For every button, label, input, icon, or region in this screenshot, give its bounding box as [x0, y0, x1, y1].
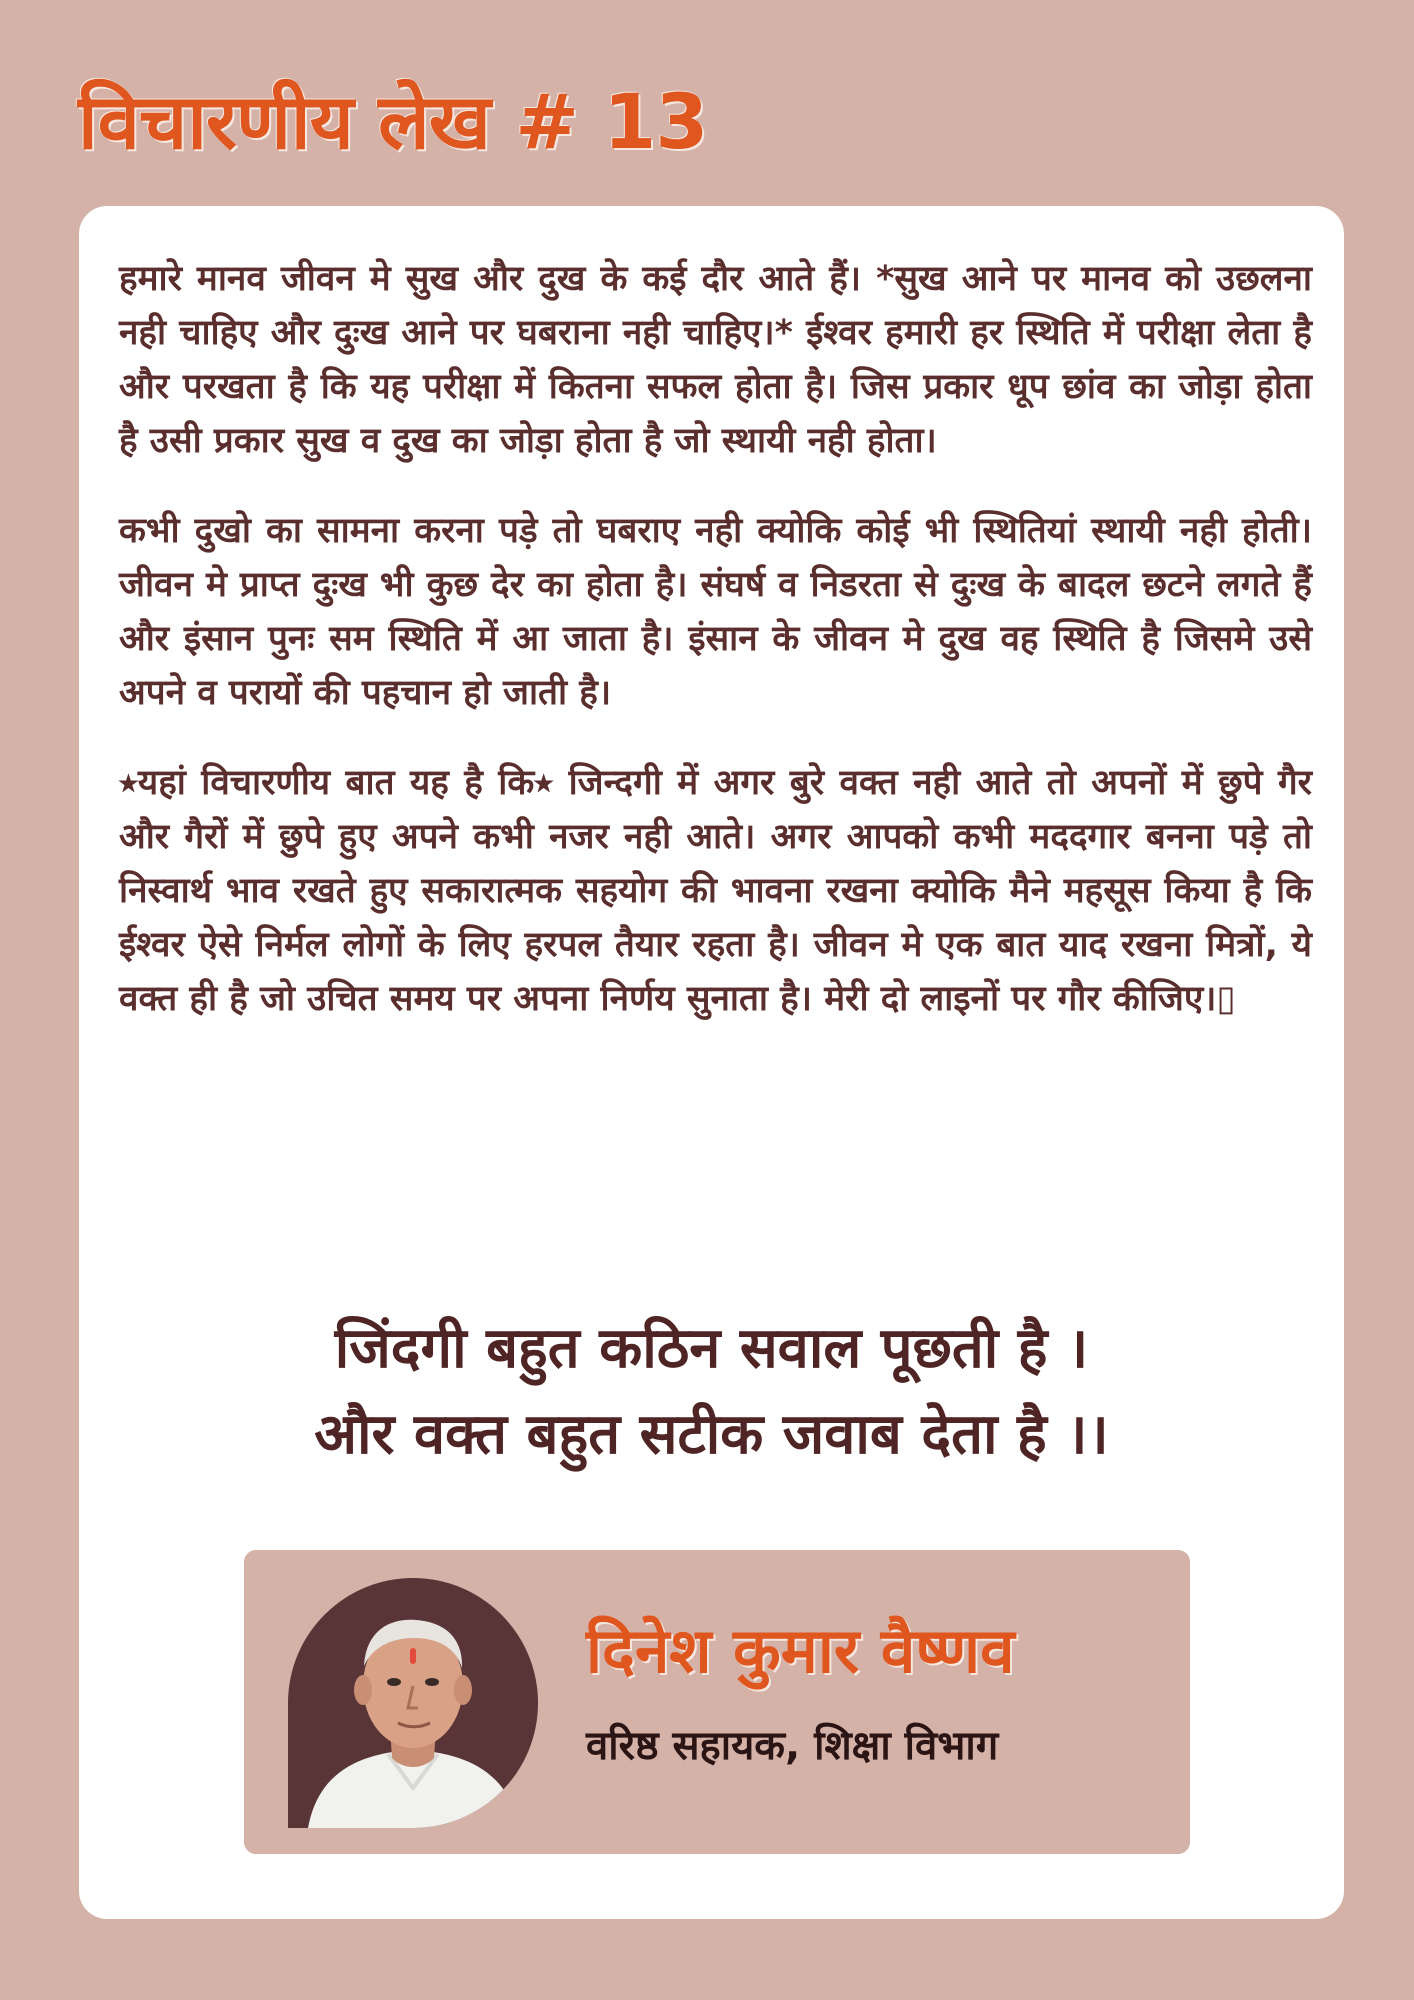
author-role: वरिष्ठ सहायक, शिक्षा विभाग [586, 1723, 999, 1769]
quote-block [79, 1306, 1344, 1478]
author-photo [288, 1578, 538, 1828]
article-paragraph: कभी दुखो का सामना करना पड़े तो घबराए नही क्योकि कोई भी स्थितियां स्थायी नही होती। जीवन मे प्राप्त दुःख भी कुछ देर का होता है। संघर्ष व निडरता से दुःख के बादल छटने लगते हैं और इंसान पुनः सम स्थिति में आ जाता है। इंसान के जीवन मे दुख वह स्थिति है जिसमे उसे अपने व परायों की पहचान हो जाती है। [119, 511, 1312, 713]
article-body [119, 252, 1312, 1062]
article-card [79, 206, 1344, 1919]
quote-line: और वक्त बहुत सटीक जवाब देता है ।। [314, 1402, 1109, 1467]
article-paragraph: ⭑यहां विचारणीय बात यह है कि⭑ जिन्दगी में अगर बुरे वक्त नही आते तो अपनों में छुपे गैर और गैरों में छुपे हुए अपने कभी नजर नही आते। अगर आपको कभी मददगार बनना पड़े तो निस्वार्थ भाव रखते हुए सकारात्मक सहयोग की भावना रखना क्योकि मैने महसूस किया है कि ईश्वर ऐसे निर्मल लोगों के लिए हरपल तैयार रहता है। जीवन मे एक बात याद रखना मित्रों, ये वक्त ही है जो उचित समय पर अपना निर्णय सुनाता है। मेरी दो लाइनों पर गौर कीजिए।▯ [119, 763, 1312, 1019]
quote-line: जिंदगी बहुत कठिन सवाल पूछती है । [334, 1316, 1089, 1381]
page-title: विचारणीय लेख # 13 [78, 77, 708, 166]
author-portrait-image [288, 1578, 538, 1828]
author-card [244, 1550, 1190, 1854]
article-paragraph: हमारे मानव जीवन मे सुख और दुख के कई दौर आते हैं। *सुख आने पर मानव को उछलना नही चाहिए और दुःख आने पर घबराना नही चाहिए।* ईश्वर हमारी हर स्थिति में परीक्षा लेता है और परखता है कि यह परीक्षा में कितना सफल होता है। जिस प्रकार धूप छांव का जोड़ा होता है उसी प्रकार सुख व दुख का जोड़ा होता है जो स्थायी नही होता। [119, 259, 1312, 461]
author-name: दिनेश कुमार वैष्णव [586, 1614, 1015, 1687]
